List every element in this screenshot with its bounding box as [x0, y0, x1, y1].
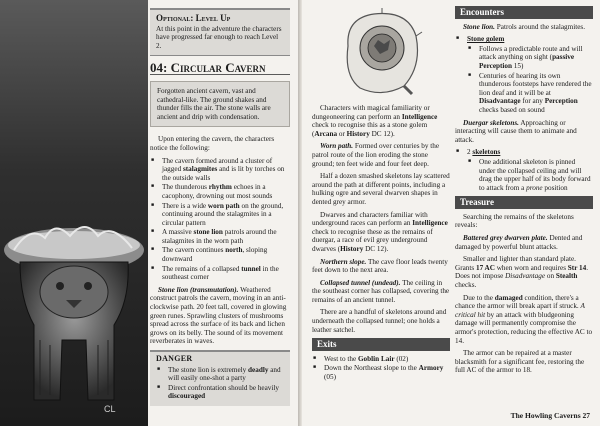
list-item: ■ The thunderous rhythm echoes in a cacophony, drowning out most sounds [160, 183, 290, 200]
optional-level-up-box [150, 8, 290, 56]
collapsed-tunnel-paragraph: Collapsed tunnel (undead). The ceiling in the southeast corner has collapsed, covering the remains of an ancient tunnel. [312, 278, 450, 304]
treasure-intro: Searching the remains of the skeletons reveals: [455, 212, 574, 230]
list-item: ■ Direct confrontation should be heavily discouraged [166, 384, 284, 401]
golem-list [455, 35, 593, 114]
read-aloud-text: Forgotten ancient cavern, vast and cathedral-like. The ground shakes and thunder fills the air. The stone walls are ancient and drip with condensation. [157, 86, 271, 121]
satchel-paragraph: There are a handful of skeletons around and underneath the collapsed tunnel; one holds a leather satchel. [312, 308, 447, 334]
list-item: ■ The cavern continues north, sloping downward [160, 246, 290, 263]
treasure-heading: Treasure [455, 196, 593, 209]
list-item: ■ Stone golem ■ Follows a predictable route and will attack anything on sight (passive Perception 15) ■ Centuries of hearing its own thunderous footsteps have rendered the lion deaf and it will be at Disadvantage for any Perception checks based on sound [465, 35, 593, 114]
room-heading: 04: Circular Cavern [150, 64, 290, 75]
list-item: ■ A massive stone lion patrols around the stalagmites in the worn path [160, 228, 290, 245]
skeletons-paragraph: Half a dozen smashed skeletons lay scattered around the path at different points, including a hulking ogre and several dwarven shapes in dented grey armor. [312, 172, 450, 206]
worn-path-paragraph: Worn path. Formed over centuries by the patrol route of the lion eroding the stone ground; ten feet wide and four feet deep. [312, 142, 440, 168]
list-item: ■ Down the Northeast slope to the Armory (05) [322, 364, 450, 381]
northern-slope-paragraph: Northern slope. The cave floor leads twenty feet down to the next area. [312, 257, 448, 275]
list-item: ■ 2 skeletons ■ One additional skeleton is pinned under the collapsed ceiling and will drag the upper half of its body forward to attack from a prone position [465, 148, 593, 192]
list-item: ■ The stone lion is extremely deadly and will easily one-shot a party [166, 366, 284, 383]
encounter-intro: Stone lion. Patrols around the stalagmites. [463, 22, 585, 31]
optional-text: At this point in the adventure the characters have progressed far enough to reach Level 2. [156, 24, 282, 50]
danger-title: DANGER [156, 354, 193, 363]
exits-heading: Exits [312, 338, 450, 351]
duergar-recognise-paragraph: Dwarves and characters familiar with underground races can perform an Intelligence check to recognise these as the remains of duergar, a race of evil grey underground dwarves (History DC 12). [312, 210, 448, 253]
list-item: ■ The remains of a collapsed tunnel in the southeast corner [160, 265, 290, 282]
armor-paragraph: Battered grey dwarven plate. Dented and damaged by powerful blunt attacks. [455, 234, 583, 251]
read-aloud-box [150, 81, 290, 127]
skeletons-list [455, 148, 593, 192]
optional-title: Optional: Level Up [156, 13, 231, 23]
right-text-column [455, 6, 593, 379]
stone-lion-illustration [0, 0, 148, 426]
list-item: ■ Centuries of hearing its own thunderous footsteps have rendered the lion deaf and it will be at Disadvantage for any Perception checks based on sound [477, 72, 593, 115]
list-item: ■ West to the Goblin Lair (02) [322, 355, 450, 364]
right-page [302, 0, 600, 426]
golem-recognise-paragraph: Characters with magical familiarity or dungeoneering can perform an Intelligence check to recognise this as a stone golem (Arcana or History DC 12). [312, 104, 438, 138]
duergar-skeletons-paragraph: Duergar skeletons. Approaching or interacting will cause them to animate and attack. [455, 118, 577, 144]
list-item: ■ There is a wide worn path on the ground, continuing around the stalagmites in a circular pattern [160, 202, 290, 228]
armor-stats-paragraph: Smaller and lighter than standard plate. Grants 17 AC when worn and requires Str 14. Does not impose Disadvantage on Stealth checks. [455, 255, 589, 290]
room-features-list [150, 157, 290, 282]
cavern-map [338, 6, 424, 98]
danger-box [150, 350, 290, 406]
room-intro: Upon entering the cavern, the characters notice the following: [150, 135, 275, 152]
middle-text-column [312, 6, 450, 386]
stone-lion-drawing [0, 0, 148, 426]
left-text-column [150, 8, 290, 406]
encounters-heading: Encounters [455, 6, 593, 19]
list-item: ■ One additional skeleton is pinned under the collapsed ceiling and will drag the upper half of its body forward to attack from a prone position [477, 158, 593, 192]
left-page [0, 0, 298, 426]
svg-text:CL: CL [104, 404, 116, 414]
list-item: ■ Follows a predictable route and will attack anything on sight (passive Perception 15) [477, 45, 593, 71]
armor-damage-paragraph: Due to the damaged condition, there's a chance the armor will break apart if struck. A critical hit by an attack with bludgeoning damage will permanently compromise the armor's protection, reducing the effective AC to 14. [455, 293, 593, 345]
armor-repair-paragraph: The armor can be repaired at a master blacksmith for a significant fee, restoring the full AC of the armor to 18. [455, 349, 585, 375]
exits-list [312, 355, 450, 382]
page-footer: The Howling Caverns 27 [510, 411, 590, 420]
stone-lion-paragraph: Stone lion (transmutation). Weathered construct patrols the cavern, moving in an anti-clockwise path. 20 feet tall, covered in glowing green runes. Sprawling clusters of mushrooms spread across the surface of its back and lichen grows on its belly. The sound of its movement reverberates in waves. [150, 285, 287, 346]
list-item: ■ The cavern formed around a cluster of jagged stalagmites and is lit by torches on the outside walls [160, 157, 290, 183]
